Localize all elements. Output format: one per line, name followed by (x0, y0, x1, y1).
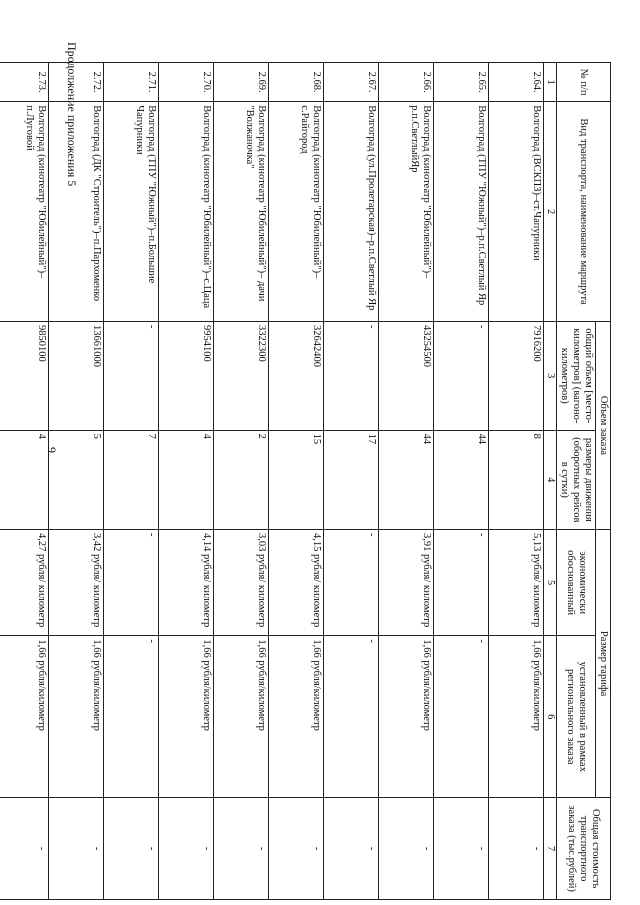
route-name: Волгоград (ТПУ "Южный")–п.Большие Чапурники (103, 102, 158, 322)
table-row (488, 63, 543, 900)
column-number: 3 (543, 321, 556, 430)
total-cost: - (378, 798, 433, 900)
regional-tariff: 1,66 рубля/километр (213, 636, 268, 798)
movement-size: 44 (433, 430, 488, 529)
movement-size: 8 (488, 430, 543, 529)
row-number: 2.69. (213, 63, 268, 102)
movement-size: 5 (48, 430, 103, 529)
total-volume: 7916200 (488, 321, 543, 430)
total-volume: 43254500 (378, 321, 433, 430)
route-name: Волгоград (ВСКПЗ)–ст.Чапурники (488, 102, 543, 322)
column-number: 6 (543, 636, 556, 798)
route-name: Волгоград (кинотеатр "Юбилейный")–с.Цаца (158, 102, 213, 322)
movement-size: 4 (158, 430, 213, 529)
table-row (213, 63, 268, 900)
route-name: Волгоград (ДК "Строитель")–п.Пархоменко (48, 102, 103, 322)
route-name: Волгоград (кинотеатр "Юбилейный")– п.Луговой (0, 102, 48, 322)
regional-tariff: 1,66 рубля/километр (48, 636, 103, 798)
table-row (0, 63, 48, 900)
regional-tariff: - (103, 636, 158, 798)
col-movement-header: размеры движения (оборотных рейсов в сутки) (556, 430, 595, 529)
col-cost-header: Общая стоимость транспортного заказа (тыс.рублей) (556, 798, 610, 900)
route-name: Волгоград (ТПУ "Южный")–р.п.Светлый Яр (433, 102, 488, 322)
movement-size: 17 (323, 430, 378, 529)
route-name: Волгоград (кинотеатр "Юбилейный")– с.Райгород (268, 102, 323, 322)
row-number: 2.66. (378, 63, 433, 102)
row-number: 2.71. (103, 63, 158, 102)
col-regional-header: установленный в рамках регионального заказа (556, 636, 595, 798)
regional-tariff: 1,66 рубля/километр (158, 636, 213, 798)
row-number: 2.72. (48, 63, 103, 102)
total-cost: - (488, 798, 543, 900)
economic-tariff: - (433, 530, 488, 636)
total-cost: - (158, 798, 213, 900)
table-row (158, 63, 213, 900)
row-number: 2.65. (433, 63, 488, 102)
row-number: 2.73. (0, 63, 48, 102)
tariff-group-header: Размер тарифа (595, 530, 610, 798)
movement-size: 2 (213, 430, 268, 529)
economic-tariff: 3,91 рубля/ километр (378, 530, 433, 636)
total-volume: 32642400 (268, 321, 323, 430)
column-number: 4 (543, 430, 556, 529)
regional-tariff: 1,66 рубля/километр (268, 636, 323, 798)
regional-tariff: 1,66 рубля/километр (488, 636, 543, 798)
total-cost: - (268, 798, 323, 900)
economic-tariff: 4,15 рубля/ километр (268, 530, 323, 636)
column-number: 2 (543, 102, 556, 322)
total-volume: - (323, 321, 378, 430)
total-volume: 13661000 (48, 321, 103, 430)
column-number: 1 (543, 63, 556, 102)
economic-tariff: - (103, 530, 158, 636)
total-cost: - (103, 798, 158, 900)
total-cost: - (323, 798, 378, 900)
table-row (433, 63, 488, 900)
row-number: 2.64. (488, 63, 543, 102)
header-row-1 (595, 63, 610, 900)
total-volume: - (433, 321, 488, 430)
volume-group-header: Объем заказа (595, 321, 610, 529)
route-name: Волгоград (кинотеатр "Юбилейный")– р.п.СветлыйЯр (378, 102, 433, 322)
total-cost: - (0, 798, 48, 900)
page-number: 9 (45, 447, 59, 453)
economic-tariff: 4,27 рубля/ километр (0, 530, 48, 636)
appendix-label: Продолжение приложения 5 (65, 42, 79, 187)
col-total-volume-header: общий объем [место-километров] (вагоно-километров) (556, 321, 595, 430)
total-cost: - (213, 798, 268, 900)
table-row (48, 63, 103, 900)
regional-tariff: - (323, 636, 378, 798)
movement-size: 4 (0, 430, 48, 529)
column-number: 5 (543, 530, 556, 636)
table-row (378, 63, 433, 900)
route-name: Волгоград (ул.Пролетарская)–р.п.Светлый Яр (323, 102, 378, 322)
col-economic-header: экономически обоснованный (556, 530, 595, 636)
regional-tariff: - (433, 636, 488, 798)
regional-tariff: 1,66 рубля/километр (378, 636, 433, 798)
table-row (103, 63, 158, 900)
table-body (0, 63, 543, 900)
movement-size: 7 (103, 430, 158, 529)
total-volume: 3322300 (213, 321, 268, 430)
route-name: Волгоград (кинотеатр "Юбилейный")– дачи "Волжаночка" (213, 102, 268, 322)
total-cost: - (433, 798, 488, 900)
col-route-header: Вид транспорта, наименование маршрута (556, 102, 610, 322)
total-cost: - (48, 798, 103, 900)
column-numbers-row (543, 63, 556, 900)
row-number: 2.70. (158, 63, 213, 102)
economic-tariff: - (323, 530, 378, 636)
column-number: 7 (543, 798, 556, 900)
economic-tariff: 3,42 рубля/ километр (48, 530, 103, 636)
economic-tariff: 5,13 рубля/ километр (488, 530, 543, 636)
table-row (323, 63, 378, 900)
economic-tariff: 4,14 рубля/ километр (158, 530, 213, 636)
row-number: 2.68. (268, 63, 323, 102)
economic-tariff: 3,03 рубля/ километр (213, 530, 268, 636)
total-volume: - (103, 321, 158, 430)
regional-tariff: 1,66 рубля/километр (0, 636, 48, 798)
col-num-header: № п/п (556, 63, 610, 102)
row-number: 2.67. (323, 63, 378, 102)
movement-size: 44 (378, 430, 433, 529)
total-volume: 9954100 (158, 321, 213, 430)
table-row (268, 63, 323, 900)
movement-size: 15 (268, 430, 323, 529)
total-volume: 9850100 (0, 321, 48, 430)
route-table (0, 62, 611, 900)
